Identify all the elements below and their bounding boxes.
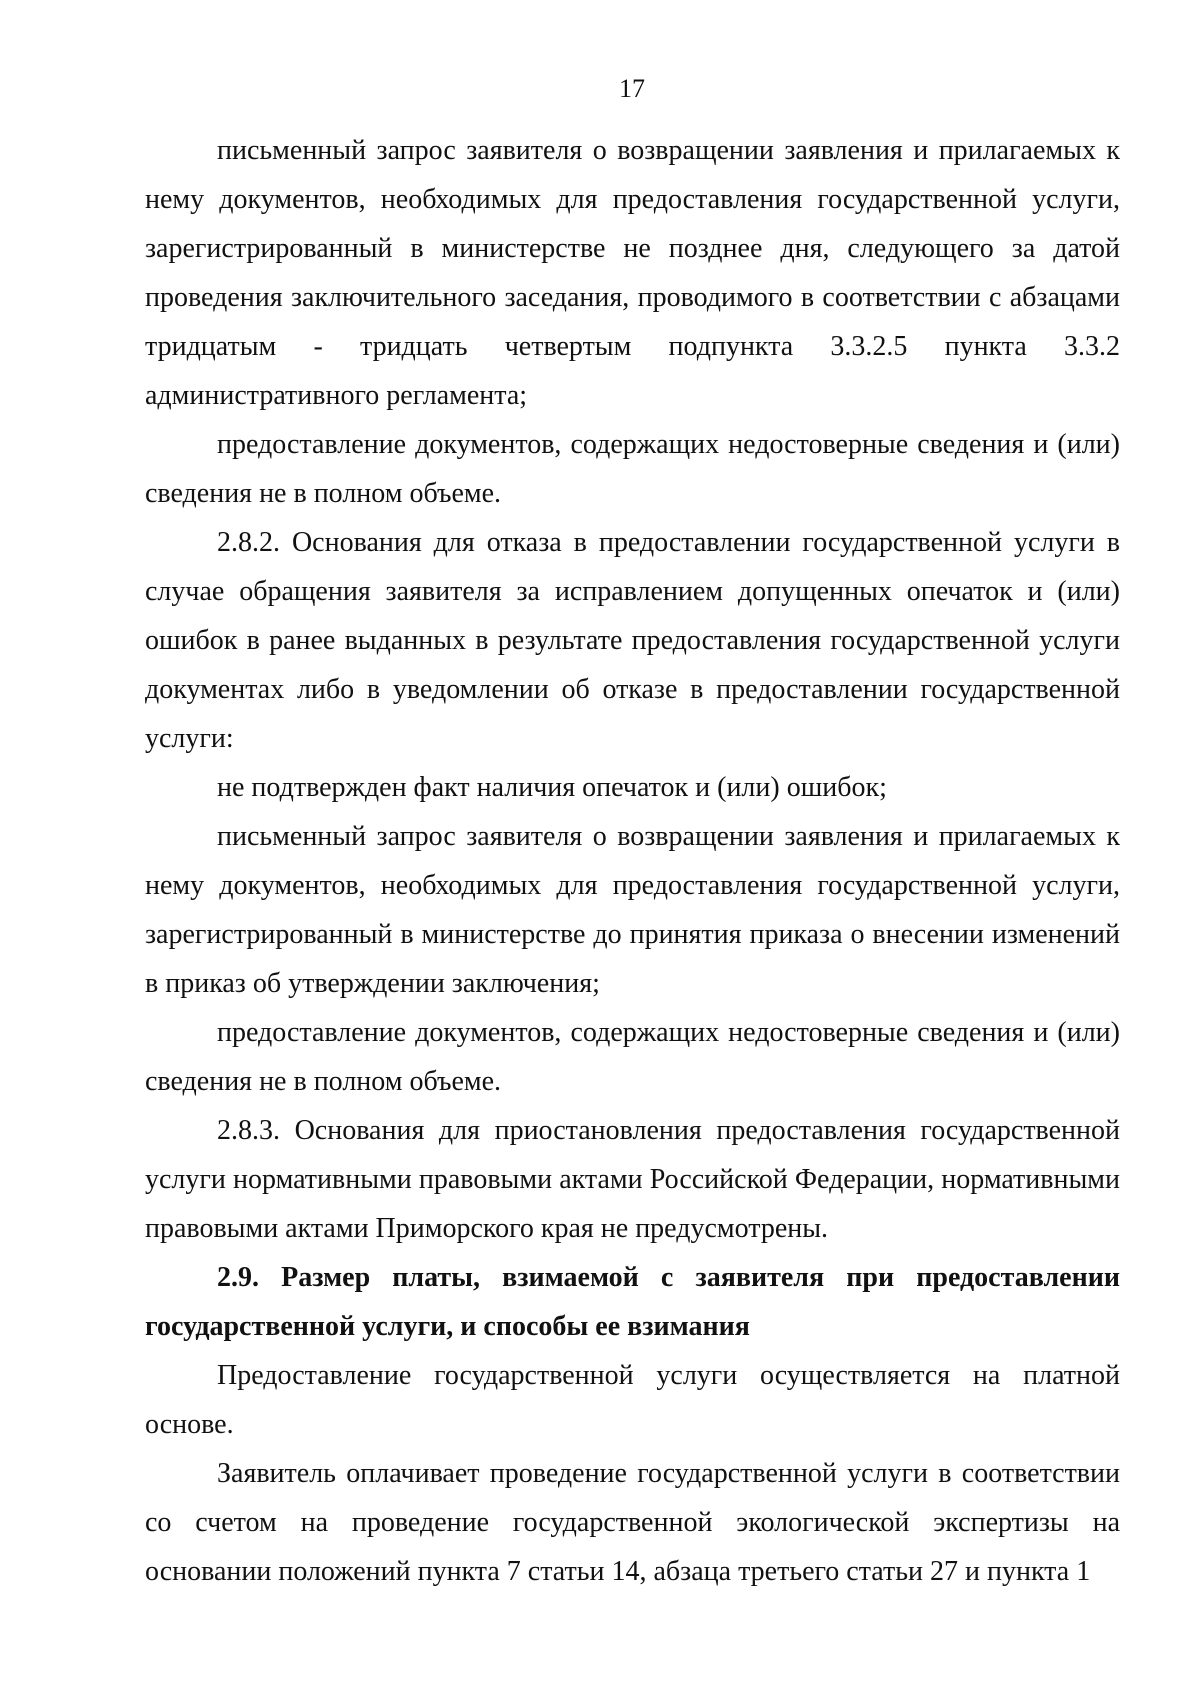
paragraph: письменный запрос заявителя о возвращении заявления и прилагаемых к нему документов, необходимых для предоставления государственной услуги, зарегистрированный в министерстве не позднее дня, следующего за датой проведения заключительного заседания, проводимого в соответствии с абзацами тридцатым - тридцать четвертым подпункта 3.3.2.5 пункта 3.3.2 административного регламента; xyxy=(145,135,1120,411)
paragraph: 2.8.3. Основания для приостановления предоставления государственной услуги нормативными правовыми актами Российской Федерации, нормативными правовыми актами Приморского края не предусмотрены. xyxy=(145,1115,1120,1244)
paragraph: не подтвержден факт наличия опечаток и (или) ошибок; xyxy=(217,772,887,803)
paragraph: 2.8.2. Основания для отказа в предоставлении государственной услуги в случае обращения заявителя за исправлением допущенных опечаток и (или) ошибок в ранее выданных в результате предоставления государственной услуги документах либо в уведомлении об отказе в предоставлении государственной услуги: xyxy=(145,527,1120,754)
paragraph: письменный запрос заявителя о возвращении заявления и прилагаемых к нему документов, необходимых для предоставления государственной услуги, зарегистрированный в министерстве до принятия приказа о внесении изменений в приказ об утверждении заключения; xyxy=(145,821,1120,999)
document-body xyxy=(145,126,1120,1596)
page-number: 17 xyxy=(619,74,645,103)
paragraph: Заявитель оплачивает проведение государственной услуги в соответствии со счетом на проведение государственной экологической экспертизы на основании положений пункта 7 статьи 14, абзаца третьего статьи 27 и пункта 1 xyxy=(145,1458,1120,1587)
paragraph: предоставление документов, содержащих недостоверные сведения и (или) сведения не в полном объеме. xyxy=(145,429,1120,509)
section-heading: 2.9. Размер платы, взимаемой с заявителя при предоставлении государственной услуги, и способы ее взимания xyxy=(145,1262,1120,1342)
paragraph: Предоставление государственной услуги осуществляется на платной основе. xyxy=(145,1360,1120,1440)
paragraph: предоставление документов, содержащих недостоверные сведения и (или) сведения не в полном объеме. xyxy=(145,1017,1120,1097)
